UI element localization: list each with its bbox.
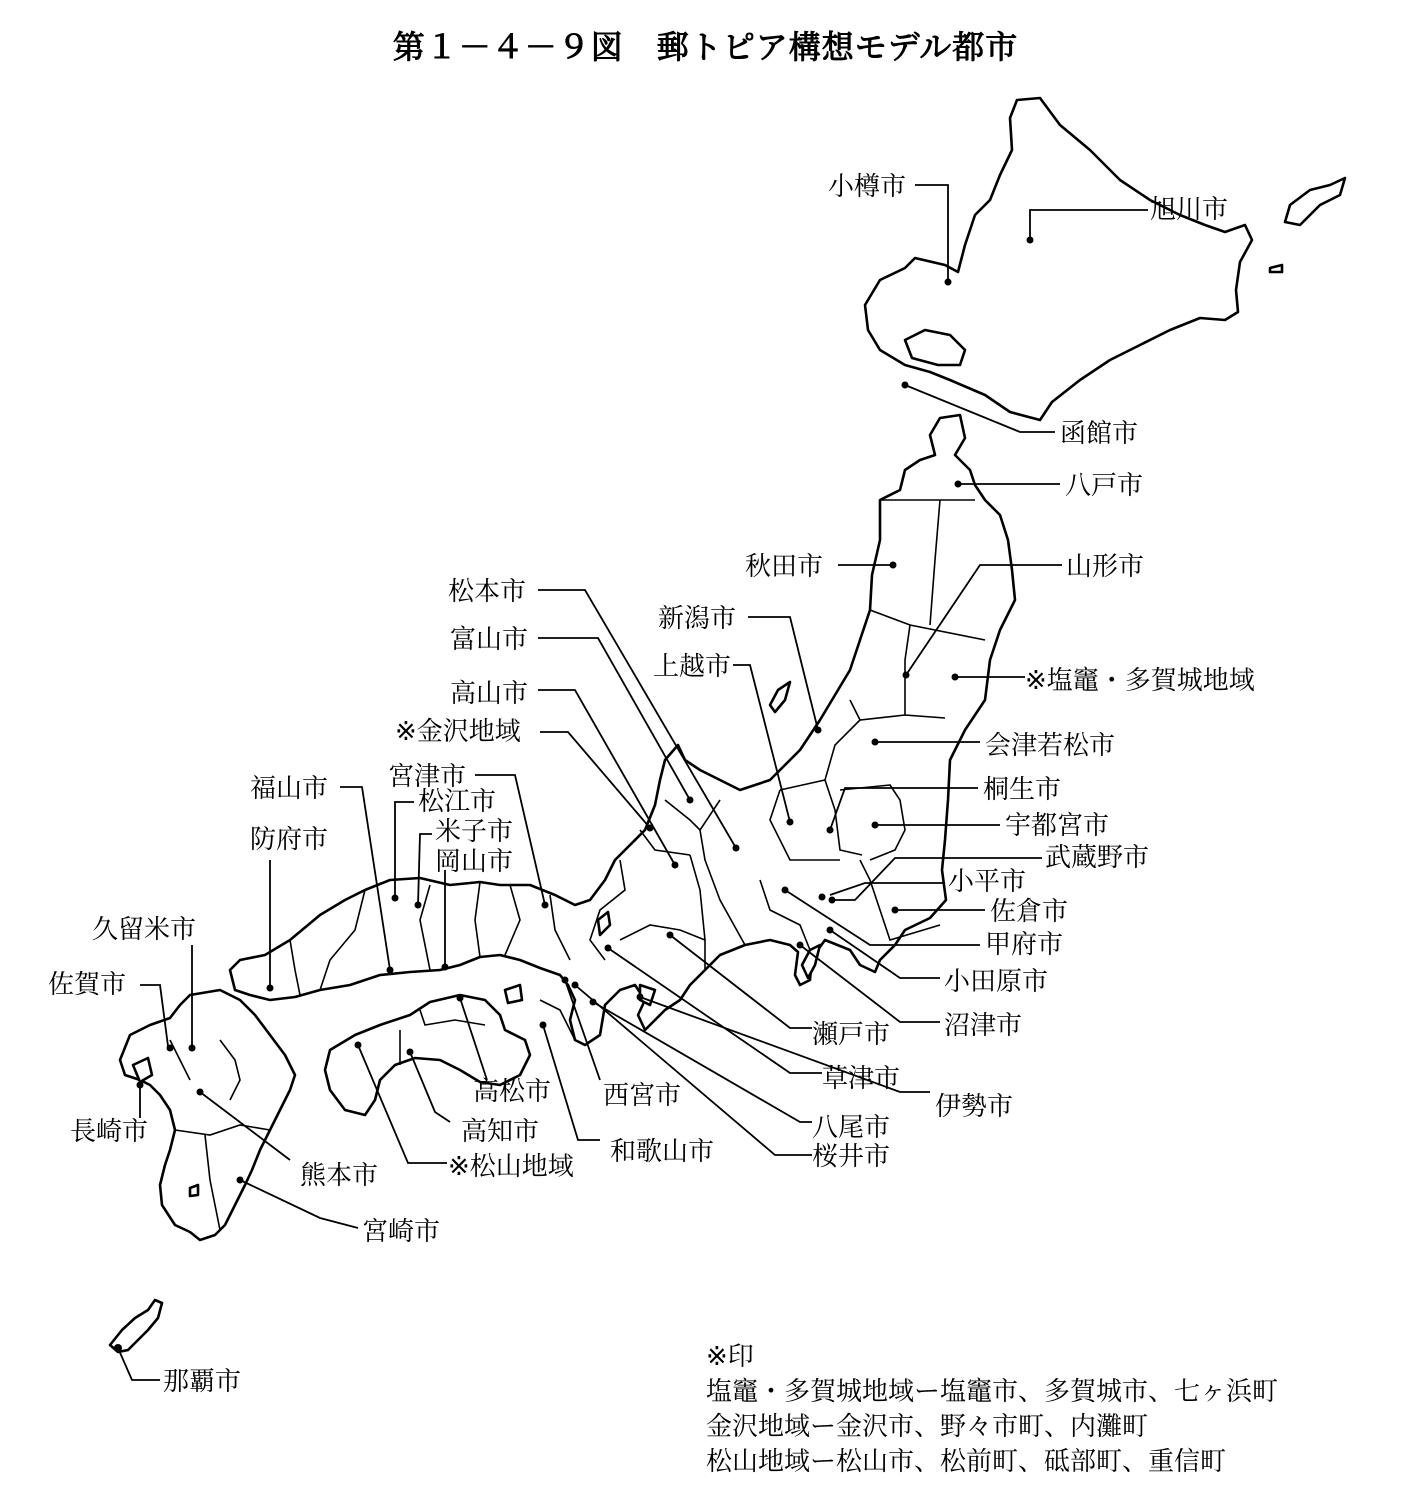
legend-note	[706, 1340, 1278, 1480]
map-title: 第１－４－９図 郵トピア構想モデル都市	[392, 28, 1019, 66]
label-takayama: 高山市	[450, 679, 529, 709]
label-saga: 佐賀市	[48, 970, 127, 1000]
label-nagasaki: 長崎市	[70, 1117, 149, 1147]
label-aizu: 会津若松市	[985, 731, 1116, 761]
label-kumamoto: 熊本市	[300, 1161, 379, 1191]
label-yonago: 米子市	[435, 817, 514, 847]
label-ise: 伊勢市	[935, 1092, 1014, 1122]
label-wakayama: 和歌山市	[610, 1137, 715, 1167]
label-sakura: 佐倉市	[990, 897, 1069, 927]
label-kurume: 久留米市	[92, 915, 197, 945]
label-kodaira: 小平市	[948, 867, 1027, 897]
kyushu-landmass	[120, 990, 295, 1240]
label-hofu: 防府市	[250, 825, 329, 855]
label-miyazaki: 宮崎市	[362, 1217, 441, 1247]
label-utsunomiya: 宇都宮市	[1005, 811, 1110, 841]
label-kanazawa: ※金沢地域	[395, 717, 521, 747]
label-okayama: 岡山市	[435, 847, 514, 877]
legend-line-shiogama: 塩竈・多賀城地域ー塩竈市、多賀城市、七ヶ浜町	[706, 1377, 1279, 1407]
label-kusatsu: 草津市	[822, 1064, 901, 1094]
label-yamagata: 山形市	[1066, 552, 1145, 582]
label-fukuyama: 福山市	[250, 774, 329, 804]
label-toyama: 富山市	[450, 625, 529, 655]
label-musashino: 武蔵野市	[1045, 843, 1150, 873]
label-matsuyama: ※松山地域	[448, 1152, 574, 1182]
legend-line-kanazawa: 金沢地域ー金沢市、野々市町、内灘町	[706, 1412, 1149, 1442]
label-otaru: 小樽市	[828, 172, 907, 202]
honshu-landmass	[230, 415, 1015, 1045]
label-shiogama: ※塩竈・多賀城地域	[1025, 666, 1255, 696]
legend-line-matsuyama: 松山地域ー松山市、松前町、砥部町、重信町	[706, 1447, 1227, 1477]
label-matsumoto: 松本市	[448, 577, 527, 607]
legend-heading: ※印	[706, 1342, 754, 1372]
label-hakodate: 函館市	[1060, 419, 1139, 449]
label-takamatsu: 高松市	[473, 1077, 552, 1107]
label-asahikawa: 旭川市	[1150, 195, 1229, 225]
label-nishinomiya: 西宮市	[603, 1081, 682, 1111]
label-sakurai: 桜井市	[812, 1142, 891, 1172]
label-odawara: 小田原市	[944, 967, 1049, 997]
hokkaido-landmass	[865, 98, 1252, 420]
label-matsue: 松江市	[418, 787, 497, 817]
label-naha: 那覇市	[163, 1367, 242, 1397]
label-joetsu: 上越市	[653, 652, 732, 682]
label-kiryu: 桐生市	[983, 775, 1062, 805]
label-niigata: 新潟市	[658, 604, 737, 634]
label-yao: 八尾市	[812, 1113, 891, 1143]
label-seto: 瀬戸市	[812, 1020, 891, 1050]
label-kochi: 高知市	[461, 1117, 540, 1147]
label-kofu: 甲府市	[985, 930, 1064, 960]
label-miyazu: 宮津市	[388, 762, 467, 792]
label-akita: 秋田市	[745, 552, 824, 582]
label-hachinohe: 八戸市	[1065, 471, 1144, 501]
label-numazu: 沼津市	[944, 1011, 1023, 1041]
